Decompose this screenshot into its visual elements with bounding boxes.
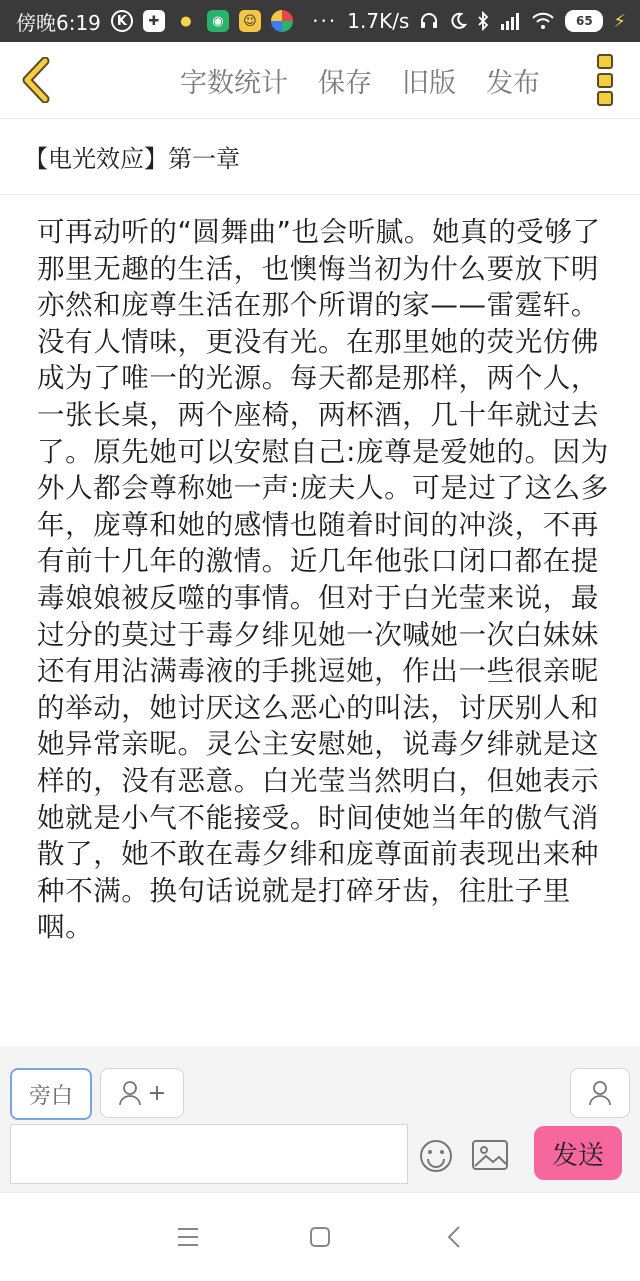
podcast-icon: ◉ <box>207 10 229 32</box>
k-icon: K <box>111 10 133 32</box>
smile-icon <box>418 1138 454 1174</box>
old-version-button[interactable]: 旧版 <box>402 67 456 99</box>
moon-icon <box>449 12 467 30</box>
status-bar <box>0 0 640 42</box>
charging-icon: ⚡ <box>613 10 626 32</box>
chapter-title-text: 【电光效应】第一章 <box>24 145 240 173</box>
signal-icon <box>499 12 521 30</box>
home-button[interactable] <box>302 1219 338 1255</box>
chapter-title[interactable] <box>0 119 640 195</box>
headphones-icon <box>419 11 439 31</box>
send-button[interactable] <box>534 1126 622 1180</box>
user-icon <box>588 1080 612 1106</box>
chevron-left-icon <box>18 57 54 103</box>
status-left <box>0 7 293 36</box>
user-icon <box>118 1080 142 1106</box>
game-icon: ✚ <box>143 10 165 32</box>
menu-button[interactable] <box>170 1219 206 1255</box>
vertical-menu-icon <box>597 73 613 88</box>
toolbar-actions <box>180 42 540 118</box>
image-icon <box>470 1138 510 1172</box>
narration-button[interactable] <box>10 1068 92 1120</box>
color-app-icon <box>271 10 293 32</box>
vertical-menu-icon <box>597 91 613 106</box>
add-role-button[interactable] <box>100 1068 184 1118</box>
chapter-content[interactable]: 可再动听的“圆舞曲”也会听腻。她真的受够了那里无趣的生活，也懊悔当初为什么要放下明亦然和庞尊生活在那个所谓的家——雷霆轩。没有人情味，更没有光。在那里她的荧光仿佛成为了唯一的光源。每天都是那样，两个人，一张长桌，两个座椅，两杯酒，几十年就过去了。原先她可以安慰自己:庞尊是爱她的。因为外人都会尊称她一声:庞夫人。可是过了这么多年，庞尊和她的感情也随着时间的冲淡，不再有前十几年的激情。近几年他张口闭口都在提毒娘娘被反噬的事情。但对于白光莹来说，最过分的莫过于毒夕绯见她一次喊她一次白妹妹还有用沾满毒液的手挑逗她，作出一些很亲昵的举动，她讨厌这么恶心的叫法，讨厌别人和她异常亲昵。灵公主安慰她，说毒夕绯就是这样的，没有恶意。白光莹当然明白，但她表示她就是小气不能接受。时间使她当年的傲气消散了，她不敢在毒夕绯和庞尊面前表现出来种种不满。换句话说就是打碎牙齿，往肚子里咽。 <box>37 216 609 944</box>
save-button[interactable]: 保存 <box>318 67 372 99</box>
menu-icon <box>176 1226 200 1248</box>
editor-toolbar <box>0 42 640 119</box>
status-right <box>312 9 640 33</box>
vertical-menu-icon <box>597 54 613 69</box>
publish-button[interactable]: 发布 <box>486 67 540 99</box>
word-count-button[interactable]: 字数统计 <box>180 67 288 99</box>
emoji-button[interactable] <box>418 1138 454 1174</box>
send-label: 发送 <box>551 1140 604 1171</box>
composer-panel <box>0 1046 640 1192</box>
more-menu-button[interactable] <box>590 54 620 106</box>
message-input[interactable] <box>10 1124 408 1184</box>
role-select-button[interactable] <box>570 1068 630 1118</box>
narration-label: 旁白 <box>28 1083 73 1109</box>
home-square-icon <box>308 1225 332 1249</box>
status-time: 傍晚6:19 <box>16 10 101 35</box>
battery-icon: 65 <box>565 10 603 32</box>
face-icon: ☺ <box>239 10 261 32</box>
back-button[interactable] <box>14 56 58 104</box>
plus-icon: + <box>147 1080 167 1106</box>
bulb-icon: ● <box>180 13 192 29</box>
system-back-button[interactable] <box>436 1219 472 1255</box>
more-notifications-icon: ··· <box>312 9 338 33</box>
network-speed: 1.7K/s <box>347 9 410 33</box>
wifi-icon <box>531 12 555 30</box>
system-nav-bar <box>0 1192 640 1281</box>
back-arrow-icon <box>444 1224 464 1250</box>
image-button[interactable] <box>470 1138 510 1174</box>
bluetooth-icon <box>477 11 489 31</box>
